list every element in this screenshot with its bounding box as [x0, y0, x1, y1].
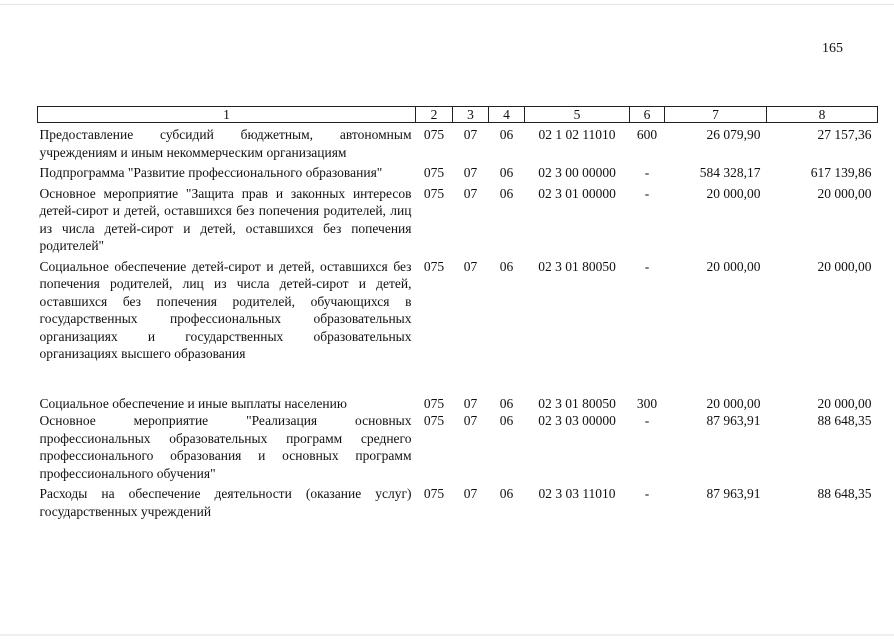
row-target-article: 02 1 02 11010: [538, 127, 616, 142]
header-col-6: 6: [630, 107, 665, 123]
row-amount-year2: 20 000,00: [817, 258, 872, 274]
row-expense-type: -: [644, 185, 650, 201]
row-expense-type: -: [644, 413, 650, 428]
table-row: [38, 255, 878, 363]
row-target-article: 02 3 01 80050: [538, 258, 616, 274]
row-ministry-code: 075: [423, 258, 445, 274]
row-ministry-code: 075: [423, 165, 445, 180]
row-section: 07: [463, 258, 478, 274]
row-expense-type: -: [644, 165, 650, 180]
row-section: 07: [463, 165, 478, 180]
row-ministry-code: 075: [423, 486, 445, 501]
row-target-article: 02 3 01 80050: [538, 395, 616, 411]
row-description: Основное мероприятие "Защита прав и законных интересов детей-сирот и детей, оставшихся без попечения родителей, лиц из числа детей-сирот и детей, оставшихся без попечения родителей": [39, 185, 412, 253]
row-subsection: 06: [499, 127, 514, 142]
row-amount-year1: 26 079,90: [706, 127, 761, 142]
row-expense-type: -: [644, 258, 650, 274]
table-row: [38, 482, 878, 520]
row-spacer: [38, 363, 878, 395]
row-ministry-code: 075: [423, 413, 445, 428]
table-row: [38, 161, 878, 182]
table-row: [38, 412, 878, 482]
header-row: [38, 107, 878, 123]
table-row: [38, 123, 878, 162]
row-target-article: 02 3 03 11010: [538, 486, 616, 501]
row-section: 07: [463, 395, 478, 411]
header-col-7: 7: [665, 107, 767, 123]
row-subsection: 06: [499, 486, 514, 501]
row-expense-type: 600: [636, 127, 658, 142]
row-target-article: 02 3 00 00000: [538, 165, 616, 180]
row-amount-year2: 88 648,35: [817, 486, 872, 501]
row-subsection: 06: [499, 258, 514, 274]
row-subsection: 06: [499, 185, 514, 201]
header-col-3: 3: [453, 107, 489, 123]
header-col-1: 1: [38, 107, 416, 123]
row-amount-year2: 20 000,00: [817, 185, 872, 201]
header-col-4: 4: [489, 107, 525, 123]
scan-edge-top: [0, 4, 894, 5]
row-amount-year1: 87 963,91: [706, 486, 761, 501]
row-amount-year2: 20 000,00: [817, 395, 872, 411]
row-target-article: 02 3 01 00000: [538, 185, 616, 201]
row-amount-year1: 20 000,00: [706, 395, 761, 411]
row-section: 07: [463, 127, 478, 142]
row-section: 07: [463, 185, 478, 201]
row-ministry-code: 075: [423, 127, 445, 142]
row-amount-year1: 20 000,00: [706, 185, 761, 201]
row-subsection: 06: [499, 165, 514, 180]
header-col-8: 8: [767, 107, 878, 123]
row-description: Расходы на обеспечение деятельности (оказание услуг) государственных учреждений: [39, 486, 412, 519]
row-description: Предоставление субсидий бюджетным, автономным учреждениям и иным некоммерческим организациям: [39, 127, 412, 160]
blank-space: [38, 363, 878, 395]
header-col-2: 2: [416, 107, 453, 123]
row-description: Подпрограмма "Развитие профессионального образования": [39, 165, 383, 180]
row-target-article: 02 3 03 00000: [538, 413, 616, 428]
scan-edge-bottom: [0, 634, 894, 636]
page-number: 165: [822, 41, 843, 56]
row-ministry-code: 075: [423, 395, 445, 411]
row-description: Основное мероприятие "Реализация основных профессиональных образовательных программ среднего профессионального образования и основных программ профессионального обучения": [39, 413, 412, 481]
header-col-5: 5: [525, 107, 630, 123]
row-amount-year1: 20 000,00: [706, 258, 761, 274]
row-expense-type: -: [644, 486, 650, 501]
budget-table: [37, 106, 878, 520]
row-amount-year2: 27 157,36: [817, 127, 872, 142]
row-amount-year2: 617 139,86: [810, 165, 872, 180]
row-subsection: 06: [499, 395, 514, 411]
table-row: [38, 182, 878, 255]
row-amount-year2: 88 648,35: [817, 413, 872, 428]
row-section: 07: [463, 413, 478, 428]
row-ministry-code: 075: [423, 185, 445, 201]
row-description: Социальное обеспечение детей-сирот и детей, оставшихся без попечения родителей, лиц из числа детей-сирот и детей, оставшихся без попечения родителей, обучающихся в государственных профессиональных образовательных организациях и государственных образовательных организациях высшего образования: [39, 258, 412, 361]
row-amount-year1: 87 963,91: [706, 413, 761, 428]
row-amount-year1: 584 328,17: [699, 165, 761, 180]
row-description: Социальное обеспечение и иные выплаты населению: [39, 395, 347, 411]
row-expense-type: 300: [636, 395, 658, 411]
table-row: [38, 395, 878, 413]
row-subsection: 06: [499, 413, 514, 428]
row-section: 07: [463, 486, 478, 501]
